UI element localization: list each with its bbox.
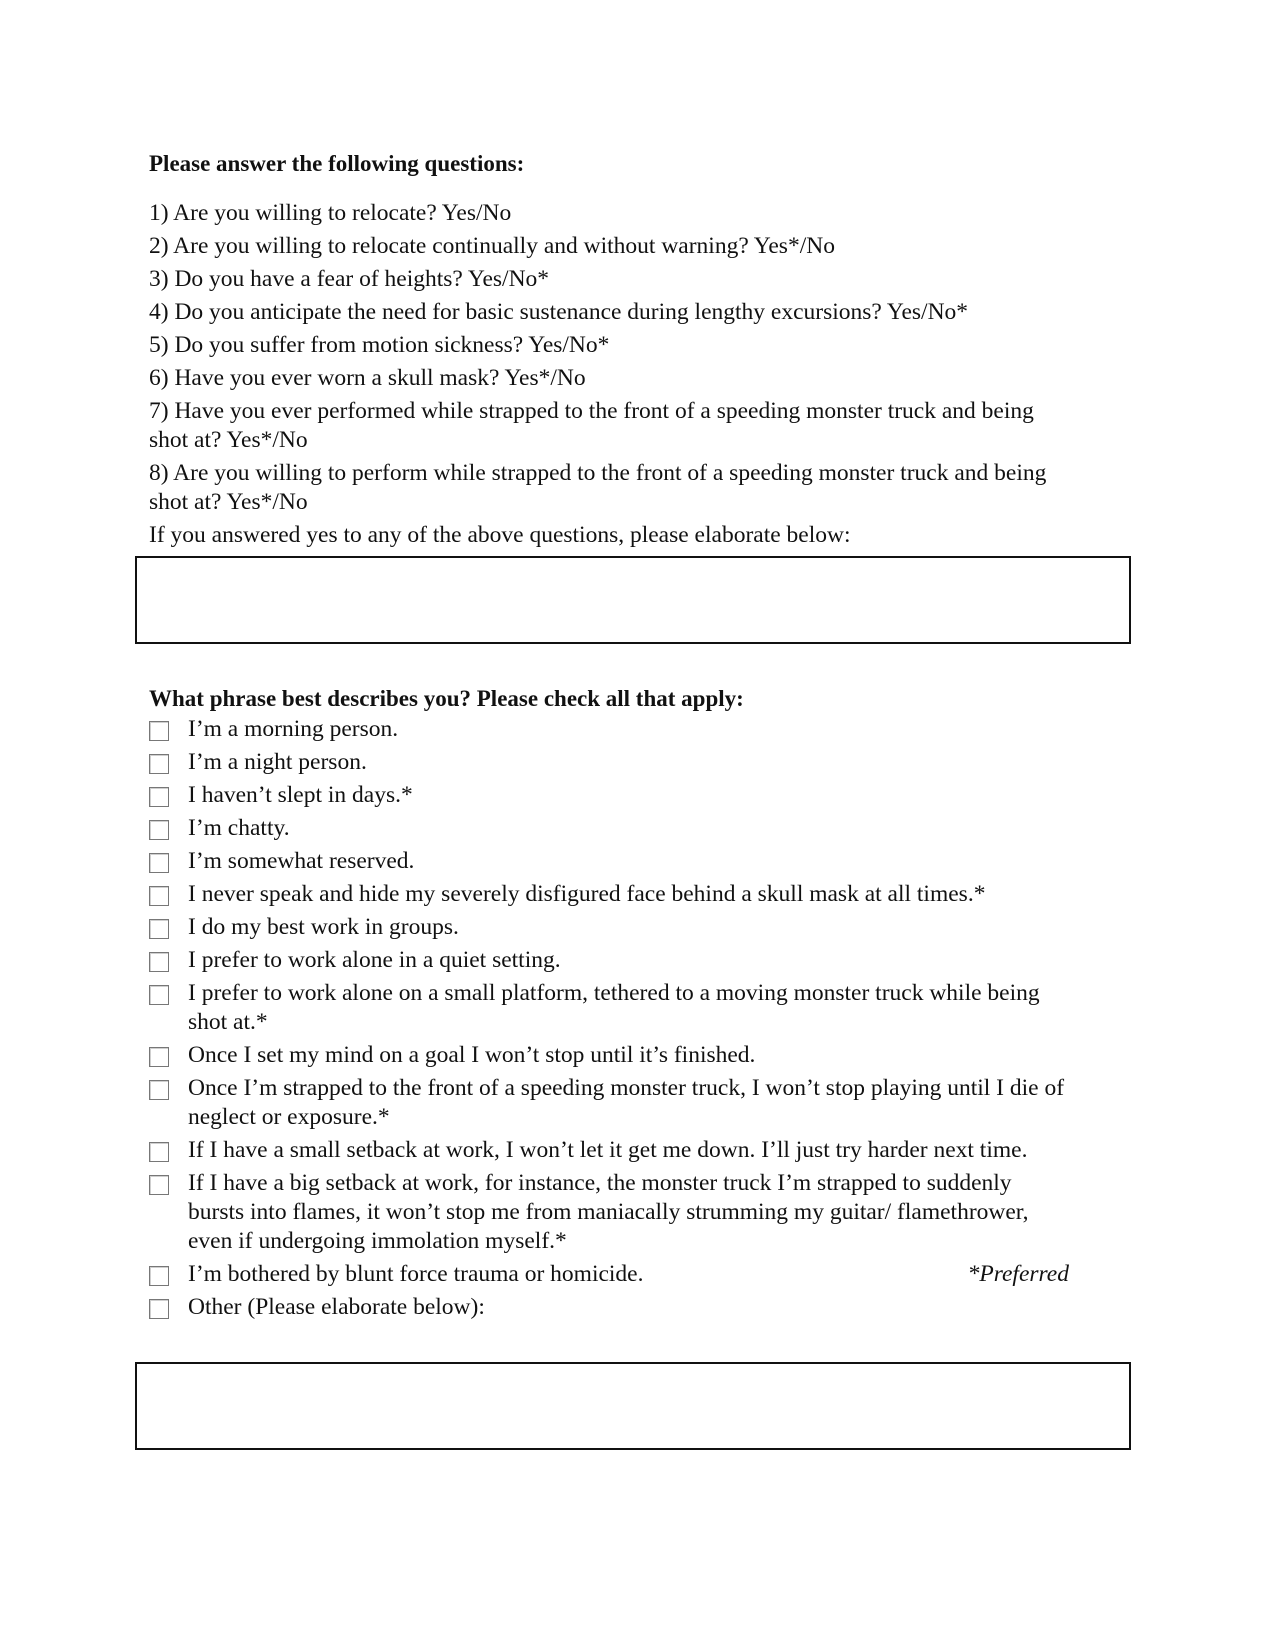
option-label: I’m chatty.: [188, 815, 290, 841]
checkbox[interactable]: [149, 853, 169, 873]
checkbox[interactable]: [149, 886, 169, 906]
question-relocate-continually: 2) Are you willing to relocate continually and without warning? Yes*/No: [149, 233, 835, 259]
option-other: [149, 1293, 1069, 1322]
checkbox[interactable]: [149, 1047, 169, 1067]
question-motion-sickness: 5) Do you suffer from motion sickness? Yes/No*: [149, 332, 610, 358]
option-label: If I have a small setback at work, I won’t let it get me down. I’ll just try harder next time.: [188, 1137, 1028, 1163]
checkbox[interactable]: [149, 1142, 169, 1162]
checkbox[interactable]: [149, 820, 169, 840]
questions-list: [149, 199, 1049, 554]
option-reserved: [149, 847, 1069, 876]
preferred-note: *Preferred: [967, 1261, 1069, 1287]
checkbox[interactable]: [149, 754, 169, 774]
checkbox[interactable]: [149, 1175, 169, 1195]
option-skull-mask: [149, 880, 1069, 909]
checkbox[interactable]: [149, 1299, 169, 1319]
option-label: I’m a morning person.: [188, 716, 399, 742]
option-morning-person: [149, 715, 1069, 744]
phrases-heading: What phrase best describes you? Please check all that apply:: [149, 686, 744, 711]
question-willing-monster-truck: 8) Are you willing to perform while strapped to the front of a speeding monster truck and being shot at? Yes*/No: [149, 460, 1047, 515]
checkbox[interactable]: [149, 721, 169, 741]
option-chatty: [149, 814, 1069, 843]
questions-heading: Please answer the following questions:: [149, 151, 525, 176]
option-label: Once I set my mind on a goal I won’t stop until it’s finished.: [188, 1042, 756, 1068]
option-small-setback: [149, 1136, 1069, 1165]
option-label: I prefer to work alone on a small platform, tethered to a moving monster truck while being shot at.*: [188, 980, 1040, 1035]
question-performed-monster-truck: 7) Have you ever performed while strapped to the front of a speeding monster truck and being shot at? Yes*/No: [149, 398, 1034, 453]
elaborate-prompt: If you answered yes to any of the above questions, please elaborate below:: [149, 522, 851, 548]
option-goal: [149, 1041, 1069, 1070]
option-alone-platform: [149, 979, 1069, 1037]
option-not-slept: [149, 781, 1069, 810]
option-label: I never speak and hide my severely disfigured face behind a skull mask at all times.*: [188, 881, 986, 907]
option-label: I’m a night person.: [188, 749, 367, 775]
phrases-checklist: [149, 715, 1069, 1326]
option-label: Once I’m strapped to the front of a speeding monster truck, I won’t stop playing until I die of neglect or exposure.*: [188, 1075, 1065, 1130]
checkbox[interactable]: [149, 919, 169, 939]
checkbox[interactable]: [149, 1080, 169, 1100]
option-label: I’m somewhat reserved.: [188, 848, 415, 874]
option-label: I haven’t slept in days.*: [188, 782, 413, 808]
option-alone-quiet: [149, 946, 1069, 975]
question-sustenance: 4) Do you anticipate the need for basic sustenance during lengthy excursions? Yes/No*: [149, 299, 969, 325]
option-strapped: [149, 1074, 1069, 1132]
option-label: If I have a big setback at work, for instance, the monster truck I’m strapped to suddenly bursts into flames, it won’t stop me from maniacally strumming my guitar/ flamethrower, even if undergoing immolation myself.*: [188, 1170, 1029, 1254]
option-groups: [149, 913, 1069, 942]
option-label: Other (Please elaborate below):: [188, 1294, 485, 1320]
other-elaborate-field[interactable]: [135, 1362, 1131, 1450]
checkbox[interactable]: [149, 952, 169, 972]
option-label: I prefer to work alone in a quiet setting.: [188, 947, 561, 973]
option-big-setback: [149, 1169, 1069, 1256]
question-relocate: 1) Are you willing to relocate? Yes/No: [149, 200, 512, 226]
option-label: I do my best work in groups.: [188, 914, 459, 940]
question-skull-mask: 6) Have you ever worn a skull mask? Yes*/No: [149, 365, 586, 391]
option-blunt-force: [149, 1260, 1069, 1289]
questions-elaborate-field[interactable]: [135, 556, 1131, 644]
option-night-person: [149, 748, 1069, 777]
question-fear-of-heights: 3) Do you have a fear of heights? Yes/No*: [149, 266, 550, 292]
checkbox[interactable]: [149, 985, 169, 1005]
option-label: I’m bothered by blunt force trauma or homicide.: [188, 1261, 644, 1287]
checkbox[interactable]: [149, 787, 169, 807]
checkbox[interactable]: [149, 1266, 169, 1286]
